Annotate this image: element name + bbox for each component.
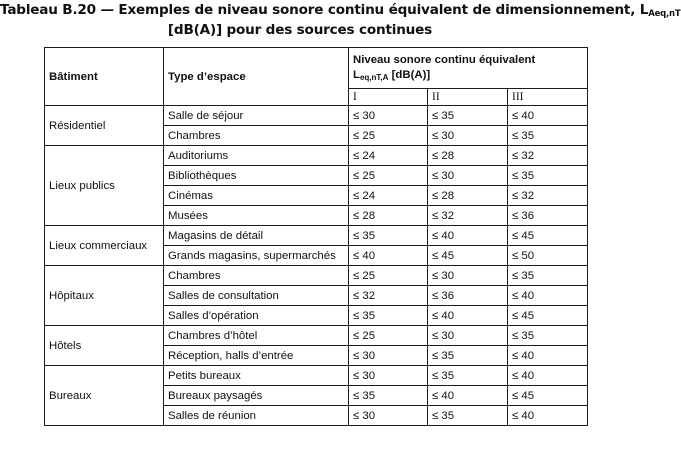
- header-building: Bâtiment: [45, 48, 164, 106]
- level-class-ii-cell: ≤ 28: [428, 186, 508, 206]
- building-cell: Hôtels: [45, 326, 164, 366]
- table-row: [45, 266, 588, 286]
- header-class-ii: II: [428, 89, 508, 106]
- level-class-ii-cell: ≤ 35: [428, 346, 508, 366]
- header-level-symbol: L: [353, 69, 360, 81]
- space-type-cell: Auditoriums: [164, 146, 349, 166]
- level-class-i-cell: ≤ 35: [349, 306, 428, 326]
- building-cell: Bureaux: [45, 366, 164, 426]
- level-class-ii-cell: ≤ 36: [428, 286, 508, 306]
- level-class-i-cell: ≤ 25: [349, 166, 428, 186]
- level-class-i-cell: ≤ 25: [349, 326, 428, 346]
- caption-text: Tableau B.20 — Exemples de niveau sonore continu équivalent de dimensionnement, L: [0, 2, 649, 18]
- table-row: [45, 146, 588, 166]
- level-class-iii-cell: ≤ 45: [508, 306, 588, 326]
- level-class-i-cell: ≤ 35: [349, 226, 428, 246]
- space-type-cell: Magasins de détail: [164, 226, 349, 246]
- level-class-ii-cell: ≤ 28: [428, 146, 508, 166]
- space-type-cell: Bibliothèques: [164, 166, 349, 186]
- level-class-i-cell: ≤ 25: [349, 266, 428, 286]
- level-class-i-cell: ≤ 30: [349, 106, 428, 126]
- table-row: [45, 366, 588, 386]
- level-class-i-cell: ≤ 25: [349, 126, 428, 146]
- level-class-i-cell: ≤ 32: [349, 286, 428, 306]
- level-class-iii-cell: ≤ 50: [508, 246, 588, 266]
- level-class-ii-cell: ≤ 35: [428, 366, 508, 386]
- level-class-ii-cell: ≤ 32: [428, 206, 508, 226]
- table-header: [45, 48, 588, 106]
- table-body: [45, 106, 588, 426]
- caption-subscript: Aeq,nT: [648, 9, 681, 19]
- header-row: [45, 48, 588, 89]
- level-class-iii-cell: ≤ 40: [508, 106, 588, 126]
- level-class-iii-cell: ≤ 35: [508, 266, 588, 286]
- level-class-ii-cell: ≤ 35: [428, 106, 508, 126]
- caption-line-2: [dB(A)] pour des sources continues: [167, 22, 433, 38]
- table-row: [45, 326, 588, 346]
- level-class-i-cell: ≤ 24: [349, 146, 428, 166]
- level-class-iii-cell: ≤ 40: [508, 366, 588, 386]
- space-type-cell: Salles de réunion: [164, 406, 349, 426]
- level-class-ii-cell: ≤ 30: [428, 166, 508, 186]
- building-cell: Lieux commerciaux: [45, 226, 164, 266]
- building-cell: Lieux publics: [45, 146, 164, 226]
- level-class-ii-cell: ≤ 40: [428, 386, 508, 406]
- level-class-iii-cell: ≤ 40: [508, 406, 588, 426]
- level-class-iii-cell: ≤ 32: [508, 146, 588, 166]
- space-type-cell: Musées: [164, 206, 349, 226]
- header-class-iii: III: [508, 89, 588, 106]
- level-class-iii-cell: ≤ 45: [508, 226, 588, 246]
- level-class-ii-cell: ≤ 30: [428, 326, 508, 346]
- level-class-ii-cell: ≤ 30: [428, 266, 508, 286]
- level-class-iii-cell: ≤ 35: [508, 126, 588, 146]
- space-type-cell: Chambres: [164, 126, 349, 146]
- space-type-cell: Bureaux paysagés: [164, 386, 349, 406]
- table-caption: [0, 2, 681, 38]
- level-class-i-cell: ≤ 30: [349, 406, 428, 426]
- header-class-i: I: [349, 89, 428, 106]
- level-class-iii-cell: ≤ 36: [508, 206, 588, 226]
- header-level-unit: [dB(A)]: [388, 69, 431, 81]
- table-row: [45, 106, 588, 126]
- level-class-i-cell: ≤ 30: [349, 346, 428, 366]
- level-class-ii-cell: ≤ 40: [428, 226, 508, 246]
- table-row: [45, 226, 588, 246]
- space-type-cell: Grands magasins, supermarchés: [164, 246, 349, 266]
- building-cell: Hôpitaux: [45, 266, 164, 326]
- level-class-ii-cell: ≤ 35: [428, 406, 508, 426]
- space-type-cell: Salles de consultation: [164, 286, 349, 306]
- level-class-iii-cell: ≤ 35: [508, 326, 588, 346]
- caption-line-1: [0, 2, 681, 22]
- header-level-subscript: eq,nT,A: [359, 73, 389, 82]
- level-class-ii-cell: ≤ 40: [428, 306, 508, 326]
- header-level: [349, 48, 588, 89]
- level-class-iii-cell: ≤ 45: [508, 386, 588, 406]
- level-class-ii-cell: ≤ 45: [428, 246, 508, 266]
- space-type-cell: Cinémas: [164, 186, 349, 206]
- header-space-type: Type d’espace: [164, 48, 349, 106]
- building-cell: Résidentiel: [45, 106, 164, 146]
- space-type-cell: Chambres: [164, 266, 349, 286]
- level-class-iii-cell: ≤ 35: [508, 166, 588, 186]
- space-type-cell: Salles d’opération: [164, 306, 349, 326]
- space-type-cell: Salle de séjour: [164, 106, 349, 126]
- space-type-cell: Chambres d’hôtel: [164, 326, 349, 346]
- level-class-i-cell: ≤ 40: [349, 246, 428, 266]
- header-level-line1: Niveau sonore continu équivalent: [353, 54, 536, 66]
- level-class-iii-cell: ≤ 40: [508, 346, 588, 366]
- level-class-i-cell: ≤ 35: [349, 386, 428, 406]
- noise-level-table: [44, 47, 588, 426]
- space-type-cell: Réception, halls d’entrée: [164, 346, 349, 366]
- space-type-cell: Petits bureaux: [164, 366, 349, 386]
- level-class-i-cell: ≤ 24: [349, 186, 428, 206]
- level-class-iii-cell: ≤ 40: [508, 286, 588, 306]
- level-class-iii-cell: ≤ 32: [508, 186, 588, 206]
- level-class-i-cell: ≤ 30: [349, 366, 428, 386]
- level-class-ii-cell: ≤ 30: [428, 126, 508, 146]
- level-class-i-cell: ≤ 28: [349, 206, 428, 226]
